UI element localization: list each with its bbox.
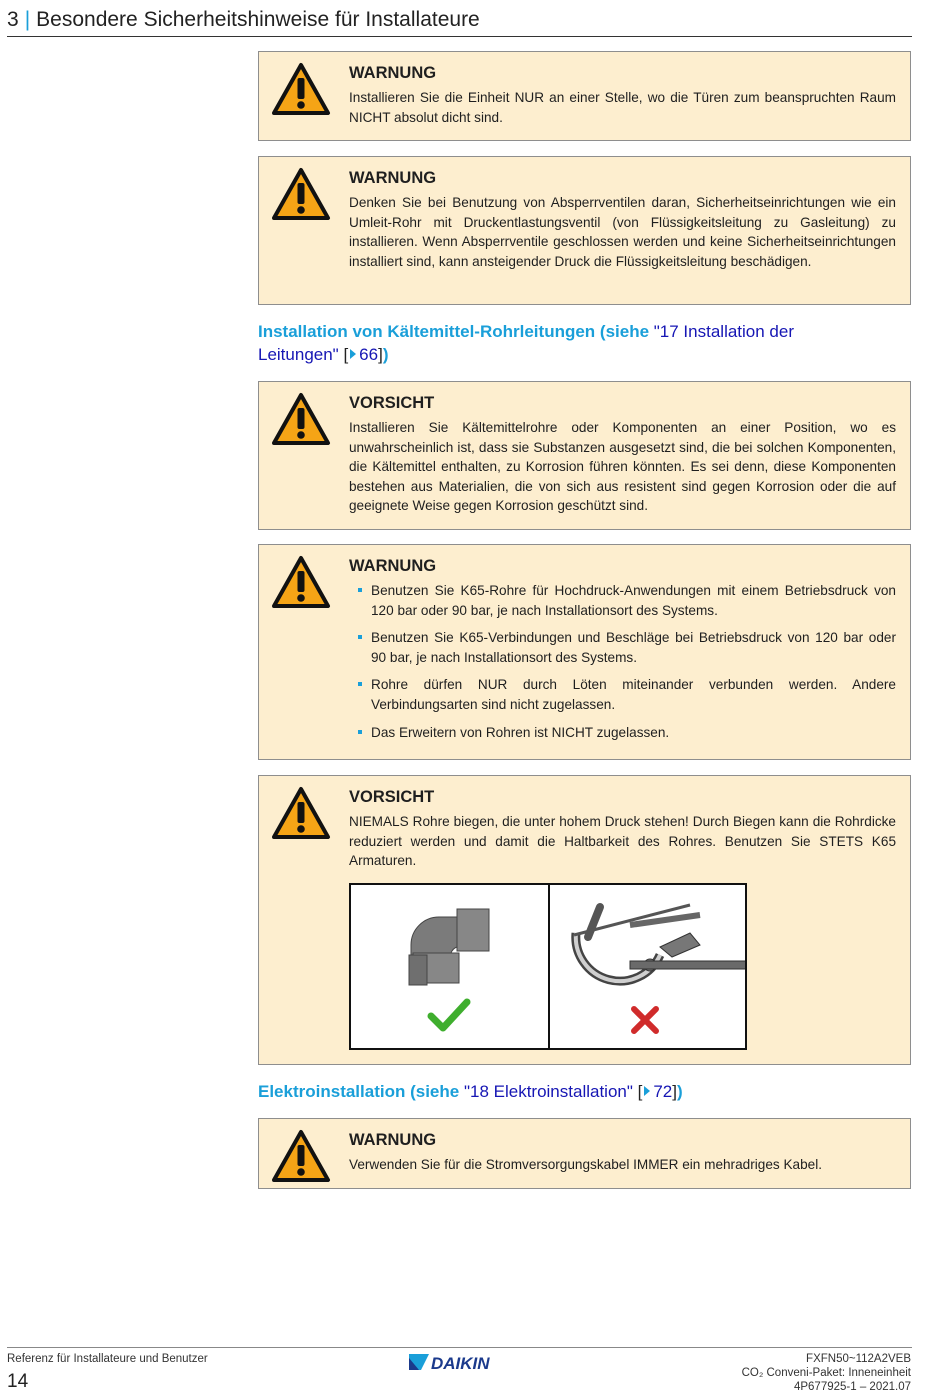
header-separator: |	[24, 8, 31, 31]
warning-box	[258, 51, 911, 141]
page-title: Besondere Sicherheitshinweise für Installateure	[36, 8, 480, 31]
elbow-fitting-illustration	[351, 885, 548, 1048]
bracket-open: [	[632, 1082, 643, 1101]
pipe-bender-illustration	[550, 885, 745, 1048]
section-link-piping[interactable]: "17 Installation der Leitungen"	[258, 322, 794, 364]
page-number: 14	[7, 1371, 29, 1392]
list-item: Rohre dürfen NUR durch Löten miteinander verbunden werden. Andere Verbindungsarten sind nicht zugelassen.	[349, 675, 896, 714]
section-heading-refrigerant	[258, 320, 858, 366]
chapter-number: 3	[7, 8, 19, 31]
section-link-electrical[interactable]: "18 Elektroinstallation"	[463, 1082, 633, 1101]
box-title: VORSICHT	[349, 394, 435, 412]
warning-box	[258, 156, 911, 305]
section-heading-electrical	[258, 1080, 858, 1103]
svg-text:DAIKIN: DAIKIN	[431, 1354, 490, 1372]
box-text: Verwenden Sie für die Stromversorgungskabel IMMER ein mehradriges Kabel.	[349, 1157, 822, 1172]
product-name: CO₂ Conveni-Paket: Inneneinheit	[741, 1367, 911, 1379]
section-heading-text: Installation von Kältemittel-Rohrleitungen (siehe	[258, 322, 654, 341]
box-title: WARNUNG	[349, 64, 437, 82]
bracket-close: ]	[378, 345, 383, 364]
warning-box	[258, 544, 911, 760]
section-heading-text: Elektroinstallation (siehe	[258, 1082, 464, 1101]
footer-document-title: Referenz für Installateure und Benutzer	[7, 1353, 208, 1365]
page-reference-link[interactable]: 66	[359, 345, 379, 364]
caution-box	[258, 381, 911, 530]
page-header	[7, 6, 912, 37]
box-text: NIEMALS Rohre biegen, die unter hohem Druck stehen! Durch Biegen kann die Rohrdicke reduziert werden und damit die Haltbarkeit des Rohres. Benutzen Sie STETS K65 Armaturen.	[349, 814, 896, 869]
box-title: WARNUNG	[349, 169, 437, 187]
warning-triangle-icon	[271, 62, 331, 116]
paren-close: )	[677, 1082, 683, 1101]
box-text: Installieren Sie Kältemittelrohre oder Komponenten an einer Position, wo es unwahrscheinlich ist, dass sie Substanzen ausgesetzt sind, die bei solchen Komponenten, die Kältemittel enthalten, zu Korrosion führen könnten. Es sei denn, diese Komponenten bestehen aus Materialien, die von sich aus resistent sind gegen Korrosion oder die auf geeignete Weise gegen Korrosion geschützt sind.	[349, 420, 896, 514]
paren-close: )	[382, 345, 389, 364]
box-title: WARNUNG	[349, 557, 437, 575]
footer-divider	[7, 1347, 912, 1348]
bracket-close: ]	[672, 1082, 677, 1101]
list-item: Benutzen Sie K65-Rohre für Hochdruck-Anwendungen mit einem Betriebsdruck von 120 bar oder 90 bar, je nach Installationsort des Systems.	[349, 581, 896, 620]
page-arrow-icon	[644, 1086, 650, 1096]
page-arrow-icon	[350, 349, 356, 359]
warning-triangle-icon	[271, 555, 331, 609]
footer-product-info	[742, 1352, 911, 1394]
warning-triangle-icon	[271, 1129, 331, 1183]
warning-triangle-icon	[271, 167, 331, 221]
bracket-open: [	[338, 345, 349, 364]
caution-box	[258, 775, 911, 1065]
box-title: VORSICHT	[349, 788, 435, 806]
page-reference-link[interactable]: 72	[653, 1082, 673, 1101]
list-item: Benutzen Sie K65-Verbindungen und Beschläge bei Betriebsdruck von 120 bar oder 90 bar, je nach Installationsort des Systems.	[349, 628, 896, 667]
box-text: Denken Sie bei Benutzung von Absperrventilen daran, Sicherheitseinrichtungen wie ein Umleit-Rohr mit Druckentlastungsventil (von Flüssigkeitsleitung zu Gasleitung) zu installieren. Wenn Absperrventile geschlossen werden und keine Sicherheitseinrichtungen installiert sind, kann ansteigender Druck die Flüssigkeitsleitung beschädigen.	[349, 195, 896, 269]
box-title: WARNUNG	[349, 1131, 437, 1149]
warning-triangle-icon	[271, 786, 331, 840]
requirement-list	[349, 581, 896, 742]
model-number: FXFN50~112A2VEB	[806, 1353, 911, 1365]
warning-triangle-icon	[271, 392, 331, 446]
box-text: Installieren Sie die Einheit NUR an einer Stelle, wo die Türen zum beanspruchten Raum NICHT absolut dicht sind.	[349, 90, 896, 125]
list-item: Das Erweitern von Rohren ist NICHT zugelassen.	[349, 723, 896, 743]
daikin-logo	[407, 1352, 511, 1372]
warning-box	[258, 1118, 911, 1189]
pipe-bending-figure	[349, 883, 747, 1050]
document-code: 4P677925-1 – 2021.07	[793, 1381, 911, 1393]
